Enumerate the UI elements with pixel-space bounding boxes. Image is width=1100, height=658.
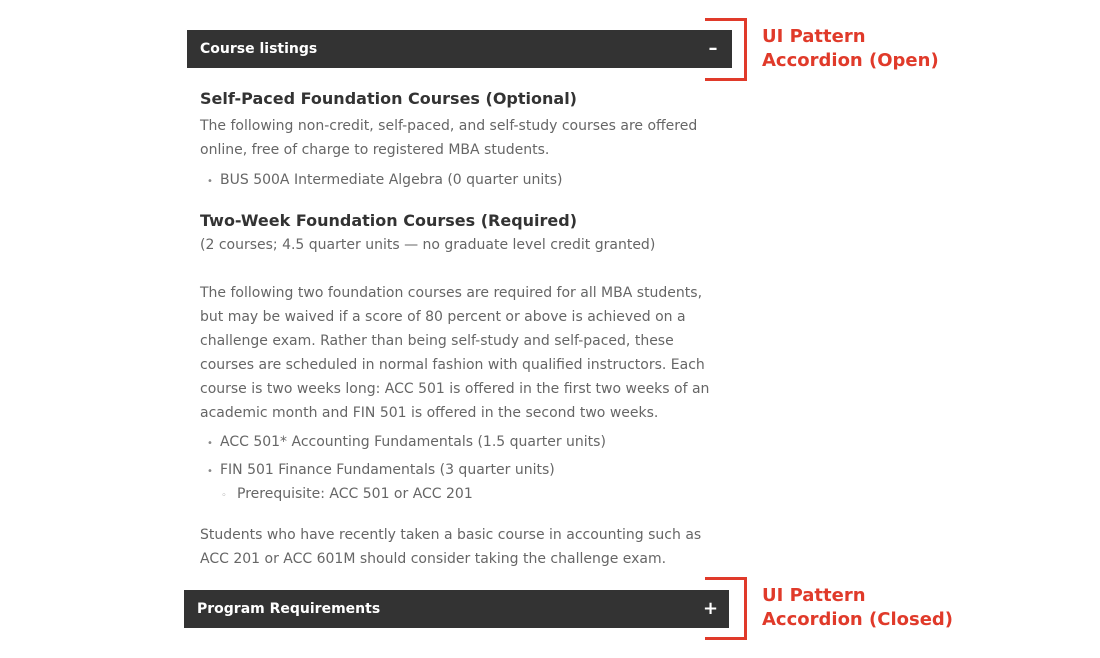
section-note: Students who have recently taken a basic course in accounting such as ACC 201 or ACC 601M should consider taking the challenge exam. bbox=[200, 527, 702, 567]
accordion-header-course-listings[interactable] bbox=[187, 30, 732, 68]
course-list-self-paced bbox=[205, 167, 562, 195]
bullet-icon: • bbox=[207, 176, 213, 187]
list-item: • FIN 501 Finance Fundamentals (3 quarter units) bbox=[205, 457, 606, 485]
list-item: ◦ Prerequisite: ACC 501 or ACC 201 bbox=[219, 481, 473, 509]
section-subtitle-two-week: (2 courses; 4.5 quarter units — no graduate level credit granted) bbox=[200, 237, 656, 253]
expand-icon[interactable]: + bbox=[703, 598, 719, 619]
course-list-two-week bbox=[205, 429, 606, 485]
section-heading-two-week: Two-Week Foundation Courses (Required) bbox=[200, 211, 578, 230]
prerequisite-list bbox=[219, 481, 473, 509]
list-item: • ACC 501* Accounting Fundamentals (1.5 quarter units) bbox=[205, 429, 606, 457]
annotation-bracket-closed bbox=[705, 577, 747, 640]
bullet-icon: • bbox=[207, 466, 213, 477]
accordion-header-program-requirements[interactable] bbox=[184, 590, 729, 628]
accordion-title: Program Requirements bbox=[197, 601, 381, 617]
accordion-title: Course listings bbox=[200, 41, 318, 57]
annotation-label-closed: UI Pattern Accordion (Closed) bbox=[762, 585, 954, 630]
collapse-icon[interactable]: – bbox=[708, 38, 718, 59]
hollow-bullet-icon: ◦ bbox=[221, 491, 227, 501]
list-item: • BUS 500A Intermediate Algebra (0 quarter units) bbox=[205, 167, 562, 195]
section-description-self-paced: The following non-credit, self-paced, and self-study courses are offered online, free of charge to registered MBA students. bbox=[200, 118, 698, 158]
section-heading-self-paced: Self-Paced Foundation Courses (Optional) bbox=[200, 89, 577, 108]
annotation-label-open: UI Pattern Accordion (Open) bbox=[762, 26, 939, 71]
section-description-two-week: The following two foundation courses are required for all MBA students, but may be waived if a score of 80 percent or above is achieved on a challenge exam. Rather than being self-study and self-paced, these courses are scheduled in normal fashion with qualified instructors. Each course is two weeks long: ACC 501 is offered in the first two weeks of an academic month and FIN 501 is offered in the second two weeks. bbox=[200, 285, 710, 421]
annotation-bracket-open bbox=[705, 18, 747, 81]
bullet-icon: • bbox=[207, 438, 213, 449]
